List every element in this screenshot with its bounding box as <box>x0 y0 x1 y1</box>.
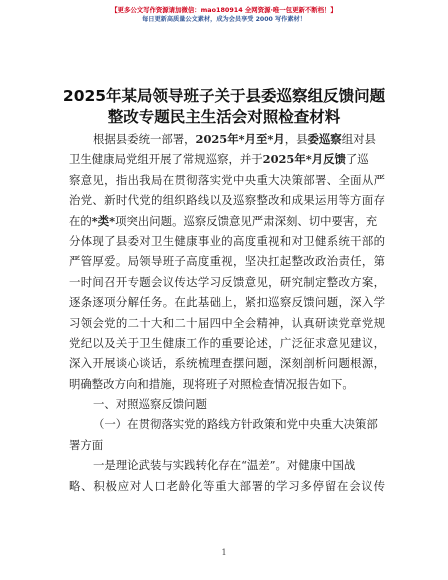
document-title-line-2: 整改专题民主生活会对照检查材料 <box>107 108 341 126</box>
body-line: 治党、新时代党的组织路线以及巡察整改和成果运用等方面存 <box>69 193 385 208</box>
body-line: 察意见，指出我局在贯彻落实党中央重大决策部署、全面从严 <box>69 172 385 187</box>
subsection-heading-line-1: （一）在贯彻落实党的路线方针政策和党中央重大决策部 <box>93 417 378 432</box>
body-line: 分体现了县委对卫生健康事业的高度重视和对卫健系统干部的 <box>69 233 385 248</box>
body-line: 严管厚爱。局领导班子高度重视，坚决扛起整改政治责任，第 <box>69 254 385 269</box>
promo-banner-line-1: 【更多公文写作资源请加微信：mao180914 全网资源·唯一包更新不断档！】 <box>111 6 337 14</box>
document-body <box>69 129 385 496</box>
body-line: 卫生健康局党组开展了常规巡察，并于2025年*月反馈了巡 <box>69 152 369 167</box>
body-line: 习领会党的二十大和二十届四中全会精神，认真研读党章党规 <box>69 315 385 330</box>
promo-banner-line-2: 每日更新高质量公文素材，成为会员享受 2000 写作素材！ <box>142 16 306 23</box>
body-line: 根据县委统一部署，2025年*月至*月，县委巡察组对县 <box>93 132 376 146</box>
body-line: 一时间召开专题会议传达学习反馈意见，研究制定整改方案， <box>69 274 385 289</box>
document-title-line-1: 2025年某局领导班子关于县委巡察组反馈问题 <box>62 87 386 105</box>
body-line: 在的*类*项突出问题。巡察反馈意见严肃深刻、切中要害，充 <box>69 213 378 228</box>
subsection-heading-line-2: 署方面 <box>69 437 104 452</box>
body-line: 一是理论武装与实践转化存在“温差”。对健康中国战 <box>93 458 356 473</box>
section-heading-1: 一、对照巡察反馈问题 <box>93 397 207 412</box>
body-line: 党纪以及关于卫生健康工作的重要论述，广泛征求意见建议， <box>69 335 385 350</box>
document-title <box>0 86 448 128</box>
page-number: 1 <box>221 548 227 557</box>
body-line: 明确整改方向和措施，现将班子对照检查情况报告如下。 <box>69 376 354 391</box>
body-line: 深入开展谈心谈话，系统梳理查摆问题，深刻剖析问题根源， <box>69 356 385 371</box>
body-line: 略、积极应对人口老龄化等重大部署的学习多停留在会议传 <box>69 478 385 493</box>
promo-banner <box>0 6 448 24</box>
body-line: 逐条逐项分解任务。在此基础上，紧扣巡察反馈问题，深入学 <box>69 295 385 310</box>
